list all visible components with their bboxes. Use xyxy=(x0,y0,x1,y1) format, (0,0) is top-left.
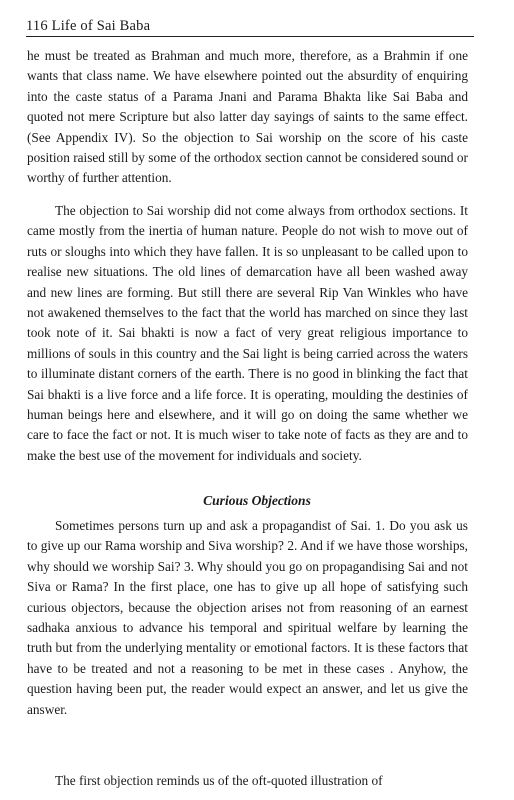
paragraph-2: The objection to Sai worship did not come always from orthodox sections. It came mostly from the inertia of human nature. People do not wish to move out of ruts or sloughs into which they have fallen. It is so unpleasant to be called upon to realise new situations. The old lines of demarcation have all been washed away and new lines are forming. But still there are several Rip Van Winkles who have not awakened themselves to the fact that the world has marched on since they last took note of it. Sai bhakti is now a fact of very great religious importance to millions of souls in this country and the Sai light is being carried across the waters to illuminate distant corners of the earth. There is no good in blinking the fact that Sai bhakti is a live force and a life force. It is operating, moulding the destinies of human beings here and elsewhere, and it will go on doing the same whether we care to face the fact or not. It is much wiser to take note of facts as they are and to make the best use of the movement for individuals and society. xyxy=(27,203,468,463)
page-header xyxy=(26,16,476,36)
page-number: 116 xyxy=(26,18,48,34)
paragraph-4: The first objection reminds us of the oft-quoted illustration of xyxy=(55,773,383,788)
running-title: Life of Sai Baba xyxy=(51,18,151,34)
section-heading: Curious Objections xyxy=(203,493,311,508)
paragraph-1: he must be treated as Brahman and much more, therefore, as a Brahmin if one wants that class name. We have elsewhere pointed out the absurdity of enquiring into the caste status of a Parama Jnani and Parama Bhakta like Sai Baba and quoted not mere Scripture but also latter day sayings of saints to the same effect. (See Appendix IV). So the objection to Sai worship on the score of his caste position raised still by some of the orthodox section cannot be considered sound or worthy of further attention. xyxy=(27,48,468,186)
header-rule xyxy=(26,36,474,37)
paragraph-3: Sometimes persons turn up and ask a propagandist of Sai. 1. Do you ask us to give up our Rama worship and Siva worship? 2. And if we have those worships, why should we worship Sai? 3. Why should you go on propagandising Sai and not Siva or Rama? In the first place, one has to give up all hope of satisfying such curious objectors, because the objection arises not from reasoning of an earnest sadhaka anxious to advance his temporal and spiritual welfare by learning the truth but from the underlying mentality or emotional factors. It is these factors that have to be treated and not a reasoning to be met in these cases . Anyhow, the question having been put, the reader would expect an answer, and let us give the answer. xyxy=(27,518,468,717)
